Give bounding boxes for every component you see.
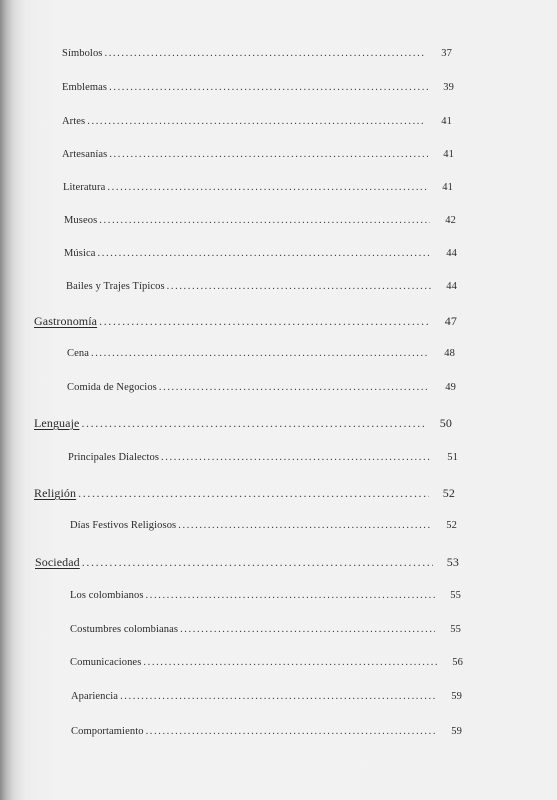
toc-entry-page: 52: [446, 520, 457, 531]
dot-leader: [99, 314, 431, 329]
dot-leader: [180, 624, 435, 635]
toc-entry: [67, 348, 455, 359]
toc-section-entry: [34, 314, 457, 329]
dot-leader: [82, 555, 433, 570]
toc-entry-title: Principales Dialectos: [68, 452, 160, 463]
toc-entry-page: 53: [446, 555, 459, 569]
dot-leader: [99, 215, 430, 226]
toc-entry: [71, 691, 462, 702]
toc-entry-title: Bailes y Trajes Típicos: [66, 281, 165, 292]
toc-entry-title: Comunicaciones: [70, 657, 142, 668]
toc-section-title: Religión: [34, 486, 77, 500]
dot-leader: [87, 116, 426, 127]
toc-entry: [64, 248, 457, 259]
toc-entry: [63, 182, 453, 193]
toc-entry-page: 59: [451, 726, 462, 737]
toc-entry-page: 39: [443, 82, 454, 93]
dot-leader: [81, 416, 426, 431]
toc-entry-title: Costumbres colombianas: [70, 624, 179, 635]
toc-section-title: Gastronomía: [34, 314, 98, 328]
toc-entry-page: 48: [444, 348, 455, 359]
dot-leader: [143, 657, 437, 668]
toc-entry-page: 47: [444, 314, 457, 328]
toc-entry-title: Comportamiento: [71, 726, 144, 737]
toc-entry-title: Comida de Negocios: [67, 382, 157, 393]
dot-leader: [146, 726, 436, 737]
toc-section-entry: [35, 555, 459, 570]
toc-entry-title: Museos: [64, 215, 98, 226]
toc-entry-page: 52: [442, 486, 455, 500]
dot-leader: [104, 48, 426, 59]
toc-entry-title: Cena: [67, 348, 89, 359]
toc-entry-page: 41: [442, 182, 453, 193]
toc-entry-page: 51: [447, 452, 458, 463]
dot-leader: [91, 348, 429, 359]
toc-entry-title: Literatura: [63, 182, 106, 193]
dot-leader: [161, 452, 432, 463]
toc-entry-title: Música: [64, 248, 96, 259]
toc-entry: [62, 149, 454, 160]
toc-entry-page: 56: [452, 657, 463, 668]
dot-leader: [78, 486, 429, 501]
toc-entry-page: 50: [439, 416, 452, 430]
toc-entry: [70, 657, 463, 668]
toc-entry: [64, 215, 456, 226]
dot-leader: [146, 590, 435, 601]
toc-entry-page: 41: [441, 116, 452, 127]
toc-entry: [62, 82, 454, 93]
dot-leader: [167, 281, 431, 292]
dot-leader: [109, 82, 428, 93]
dot-leader: [107, 182, 427, 193]
toc-entry-title: Apariencia: [71, 691, 119, 702]
toc-section-title: Lenguaje: [34, 416, 80, 430]
toc-entry-page: 44: [446, 248, 457, 259]
toc-entry: [71, 726, 462, 737]
toc-entry-title: Artes: [62, 116, 86, 127]
toc-entry-page: 41: [443, 149, 454, 160]
toc-entry: [66, 281, 457, 292]
toc-entry-title: Los colombianos: [70, 590, 144, 601]
toc-entry-title: Emblemas: [62, 82, 108, 93]
toc-entry: [62, 116, 452, 127]
toc-entry-page: 59: [451, 691, 462, 702]
dot-leader: [159, 382, 430, 393]
toc-entry-title: Símbolos: [62, 48, 103, 59]
toc-section-title: Sociedad: [35, 555, 80, 569]
dot-leader: [109, 149, 428, 160]
toc-entry-title: Días Festivos Religiosos: [70, 520, 177, 531]
toc-entry-title: Artesanías: [62, 149, 108, 160]
toc-entry: [67, 382, 456, 393]
toc-entry: [70, 590, 461, 601]
toc-entry-page: 55: [450, 590, 461, 601]
toc-section-entry: [34, 416, 452, 431]
toc-entry: [70, 624, 461, 635]
dot-leader: [178, 520, 431, 531]
toc-entry: [70, 520, 457, 531]
toc-section-entry: [34, 486, 455, 501]
toc-entry-page: 42: [445, 215, 456, 226]
dot-leader: [98, 248, 431, 259]
toc-entry: [62, 48, 452, 59]
toc-entry: [68, 452, 458, 463]
toc-entry-page: 49: [445, 382, 456, 393]
toc-entry-page: 37: [441, 48, 452, 59]
toc-entry-page: 44: [446, 281, 457, 292]
dot-leader: [120, 691, 436, 702]
toc-entry-page: 55: [450, 624, 461, 635]
